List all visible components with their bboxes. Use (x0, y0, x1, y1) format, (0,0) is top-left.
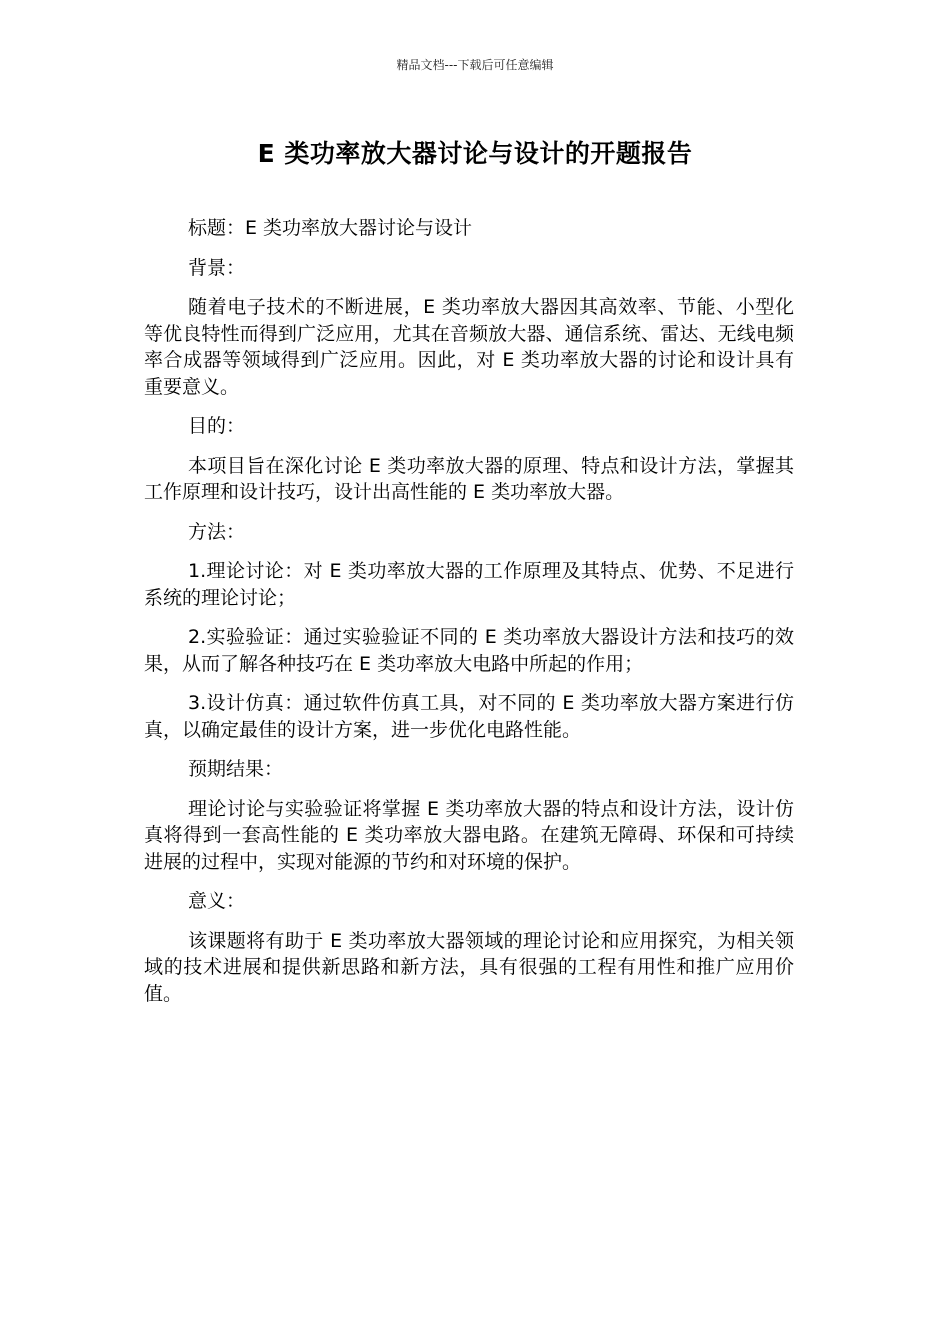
paragraph-method-1: 1.理论讨论：对 E 类功率放大器的工作原理及其特点、优势、不足进行系统的理论讨论； (144, 560, 794, 609)
paragraph-method-2: 2.实验验证：通过实验验证不同的 E 类功率放大器设计方法和技巧的效果，从而了解各种技巧在 E 类功率放大电路中所起的作用； (144, 626, 794, 675)
paragraph-method-3: 3.设计仿真：通过软件仿真工具，对不同的 E 类功率放大器方案进行仿真，以确定最佳的设计方案，进一步优化电路性能。 (144, 692, 794, 741)
header-note: 精品文档---下载后可任意编辑 (396, 58, 554, 72)
heading-background: 背景： (188, 256, 246, 279)
document-body (144, 215, 794, 1020)
heading-significance: 意义： (188, 890, 246, 912)
paragraph-background: 随着电子技术的不断进展，E 类功率放大器因其高效率、节能、小型化等优良特性而得到广泛应用，尤其在音频放大器、通信系统、雷达、无线电频率合成器等领域得到广泛应用。因此，对 E 类功率放大器的讨论和设计具有重要意义。 (144, 296, 794, 398)
document-title: E 类功率放大器讨论与设计的开题报告 (257, 139, 693, 168)
paragraph-expected-results: 理论讨论与实验验证将掌握 E 类功率放大器的特点和设计方法，设计仿真将得到一套高性能的 E 类功率放大器电路。在建筑无障碍、环保和可持续进展的过程中，实现对能源的节约和对环境的保护。 (144, 797, 794, 873)
paragraph-purpose: 本项目旨在深化讨论 E 类功率放大器的原理、特点和设计方法，掌握其工作原理和设计技巧，设计出高性能的 E 类功率放大器。 (144, 454, 794, 503)
heading-method: 方法： (188, 520, 246, 543)
heading-purpose: 目的： (188, 415, 246, 437)
paragraph-title-line: 标题：E 类功率放大器讨论与设计 (188, 217, 473, 239)
paragraph-significance: 该课题将有助于 E 类功率放大器领域的理论讨论和应用探究，为相关领域的技术进展和提供新思路和新方法，具有很强的工程有用性和推广应用价值。 (144, 929, 794, 1005)
heading-expected-results: 预期结果： (188, 758, 284, 780)
